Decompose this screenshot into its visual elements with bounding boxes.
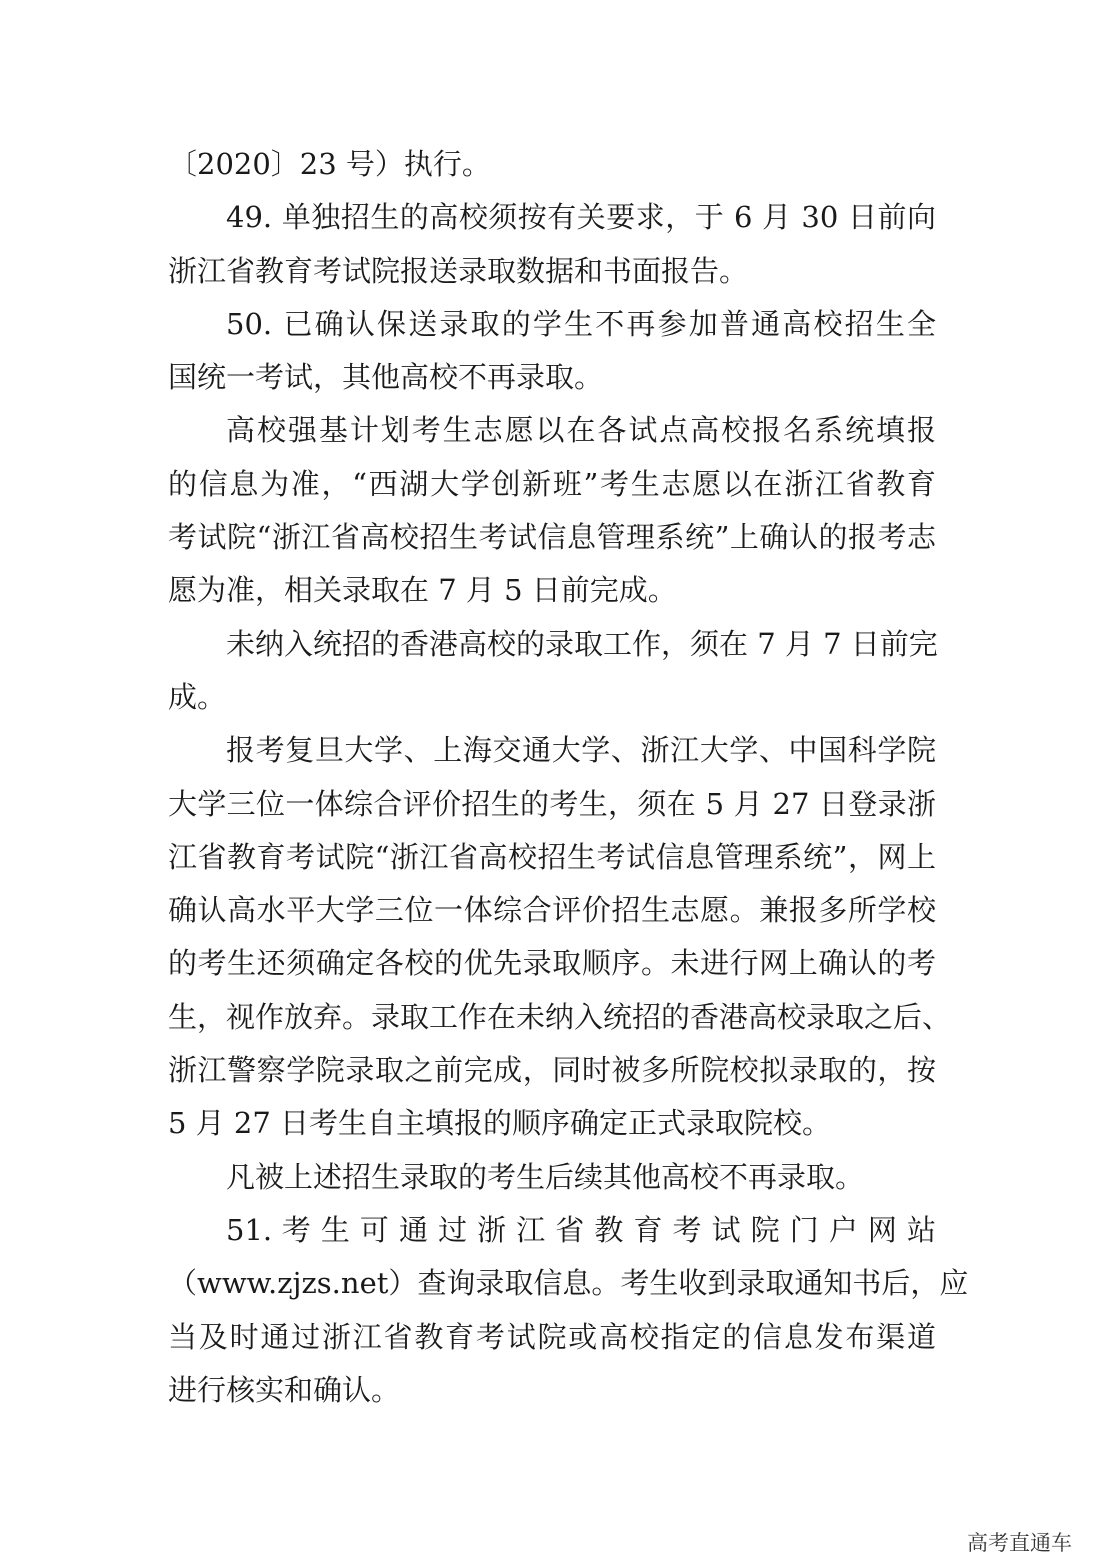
paragraph-50-line-1: 50. 已确认保送录取的学生不再参加普通高校招生全 (226, 306, 936, 341)
watermark-text: 高考直通车 (967, 1531, 1072, 1555)
paragraph-sanwei-line-5: 的考生还须确定各校的优先录取顺序。未进行网上确认的考 (168, 946, 936, 981)
paragraph-sanwei-line-6: 生，视作放弃。录取工作在未纳入统招的香港高校录取之后、 (168, 999, 952, 1034)
paragraph-sanwei-line-3: 江省教育考试院“浙江省高校招生考试信息管理系统”，网上 (168, 839, 936, 874)
paragraph-49-line-1: 49. 单独招生的高校须按有关要求，于 6 月 30 日前向 (226, 200, 936, 235)
paragraph-qiangji-line-2: 的信息为准，“西湖大学创新班”考生志愿以在浙江省教育 (168, 466, 936, 501)
paragraph-hongkong-line-1: 未纳入统招的香港高校的录取工作，须在 7 月 7 日前完 (226, 626, 938, 661)
document-body (168, 138, 969, 1417)
paragraph-sanwei-line-7: 浙江警察学院录取之前完成，同时被多所院校拟录取的，按 (168, 1053, 936, 1088)
paragraph-51-line-1: 51. 考 生 可 通 过 浙 江 省 教 育 考 试 院 门 户 网 站 (226, 1212, 936, 1247)
paragraph-sanwei-line-2: 大学三位一体综合评价招生的考生，须在 5 月 27 日登录浙 (168, 786, 936, 821)
text-line-1: 〔2020〕23 号）执行。 (168, 147, 491, 181)
paragraph-qiangji-line-4: 愿为准，相关录取在 7 月 5 日前完成。 (168, 573, 677, 608)
paragraph-qiangji-line-1: 高校强基计划考生志愿以在各试点高校报名系统填报 (226, 413, 936, 448)
paragraph-sanwei-line-8: 5 月 27 日考生自主填报的顺序确定正式录取院校。 (168, 1106, 832, 1141)
paragraph-qiangji-line-3: 考试院“浙江省高校招生考试信息管理系统”上确认的报考志 (168, 520, 936, 555)
paragraph-sanwei-line-4: 确认高水平大学三位一体综合评价招生志愿。兼报多所学校 (168, 893, 936, 928)
paragraph-50-line-2: 国统一考试，其他高校不再录取。 (168, 360, 604, 395)
paragraph-49-line-2: 浙江省教育考试院报送录取数据和书面报告。 (168, 253, 749, 288)
paragraph-51-line-3: 当及时通过浙江省教育考试院或高校指定的信息发布渠道 (168, 1319, 936, 1354)
paragraph-51-line-4: 进行核实和确认。 (168, 1372, 401, 1407)
paragraph-no-further-admission: 凡被上述招生录取的考生后续其他高校不再录取。 (226, 1159, 865, 1194)
paragraph-sanwei-line-1: 报考复旦大学、上海交通大学、浙江大学、中国科学院 (226, 733, 936, 768)
paragraph-hongkong-line-2: 成。 (168, 679, 227, 714)
paragraph-51-line-2: （www.zjzs.net）查询录取信息。考生收到录取通知书后，应 (168, 1266, 969, 1301)
